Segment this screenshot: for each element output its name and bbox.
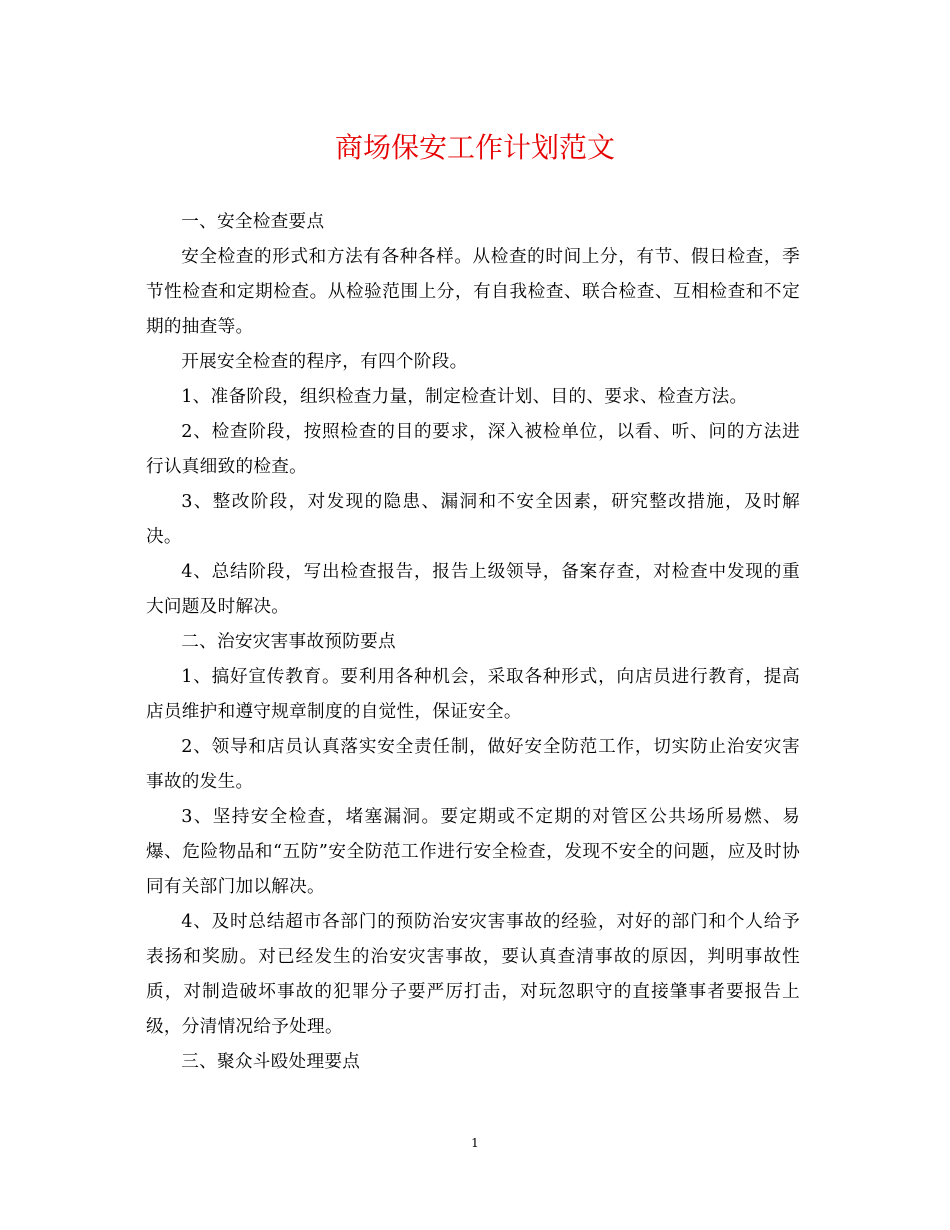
list-item: 1、准备阶段，组织检查力量，制定检查计划、目的、要求、检查方法。 <box>181 387 748 407</box>
section-heading-2: 二、治安灾害事故预防要点 <box>181 632 396 652</box>
list-item: 4、及时总结超市各部门的预防治安灾害事故的经验，对好的部门和个人给予表扬和奖励。对已经发生的治安灾害事故，要认真查清事故的原因，判明事故性质，对制造破坏事故的犯罪分子要严厉打击，对玩忽职守的直接肇事者要报告上级，分清情况给予处理。 <box>146 912 800 1037</box>
list-item: 1、搞好宣传教育。要利用各种机会，采取各种形式，向店员进行教育，提高店员维护和遵守规章制度的自觉性，保证安全。 <box>146 667 800 722</box>
paragraph: 安全检查的形式和方法有各种各样。从检查的时间上分，有节、假日检查，季节性检查和定期检查。从检验范围上分，有自我检查、联合检查、互相检查和不定期的抽查等。 <box>146 247 800 337</box>
page-number: 1 <box>471 1136 479 1150</box>
list-item: 3、坚持安全检查，堵塞漏洞。要定期或不定期的对管区公共场所易燃、易爆、危险物品和“五防”安全防范工作进行安全检查，发现不安全的问题，应及时协同有关部门加以解决。 <box>146 807 800 897</box>
paragraph: 开展安全检查的程序，有四个阶段。 <box>181 352 468 372</box>
list-item: 4、总结阶段，写出检查报告，报告上级领导，备案存查，对检查中发现的重大问题及时解决。 <box>146 562 800 617</box>
section-heading-3: 三、聚众斗殴处理要点 <box>181 1052 361 1072</box>
list-item: 2、检查阶段，按照检查的目的要求，深入被检单位，以看、听、问的方法进行认真细致的检查。 <box>146 422 800 477</box>
section-heading-1: 一、安全检查要点 <box>181 212 325 232</box>
document-title: 商场保安工作计划范文 <box>334 131 615 164</box>
list-item: 3、整改阶段，对发现的隐患、漏洞和不安全因素，研究整改措施，及时解决。 <box>146 492 800 547</box>
document-body <box>146 205 800 1080</box>
list-item: 2、领导和店员认真落实安全责任制，做好安全防范工作，切实防止治安灾害事故的发生。 <box>146 737 800 792</box>
